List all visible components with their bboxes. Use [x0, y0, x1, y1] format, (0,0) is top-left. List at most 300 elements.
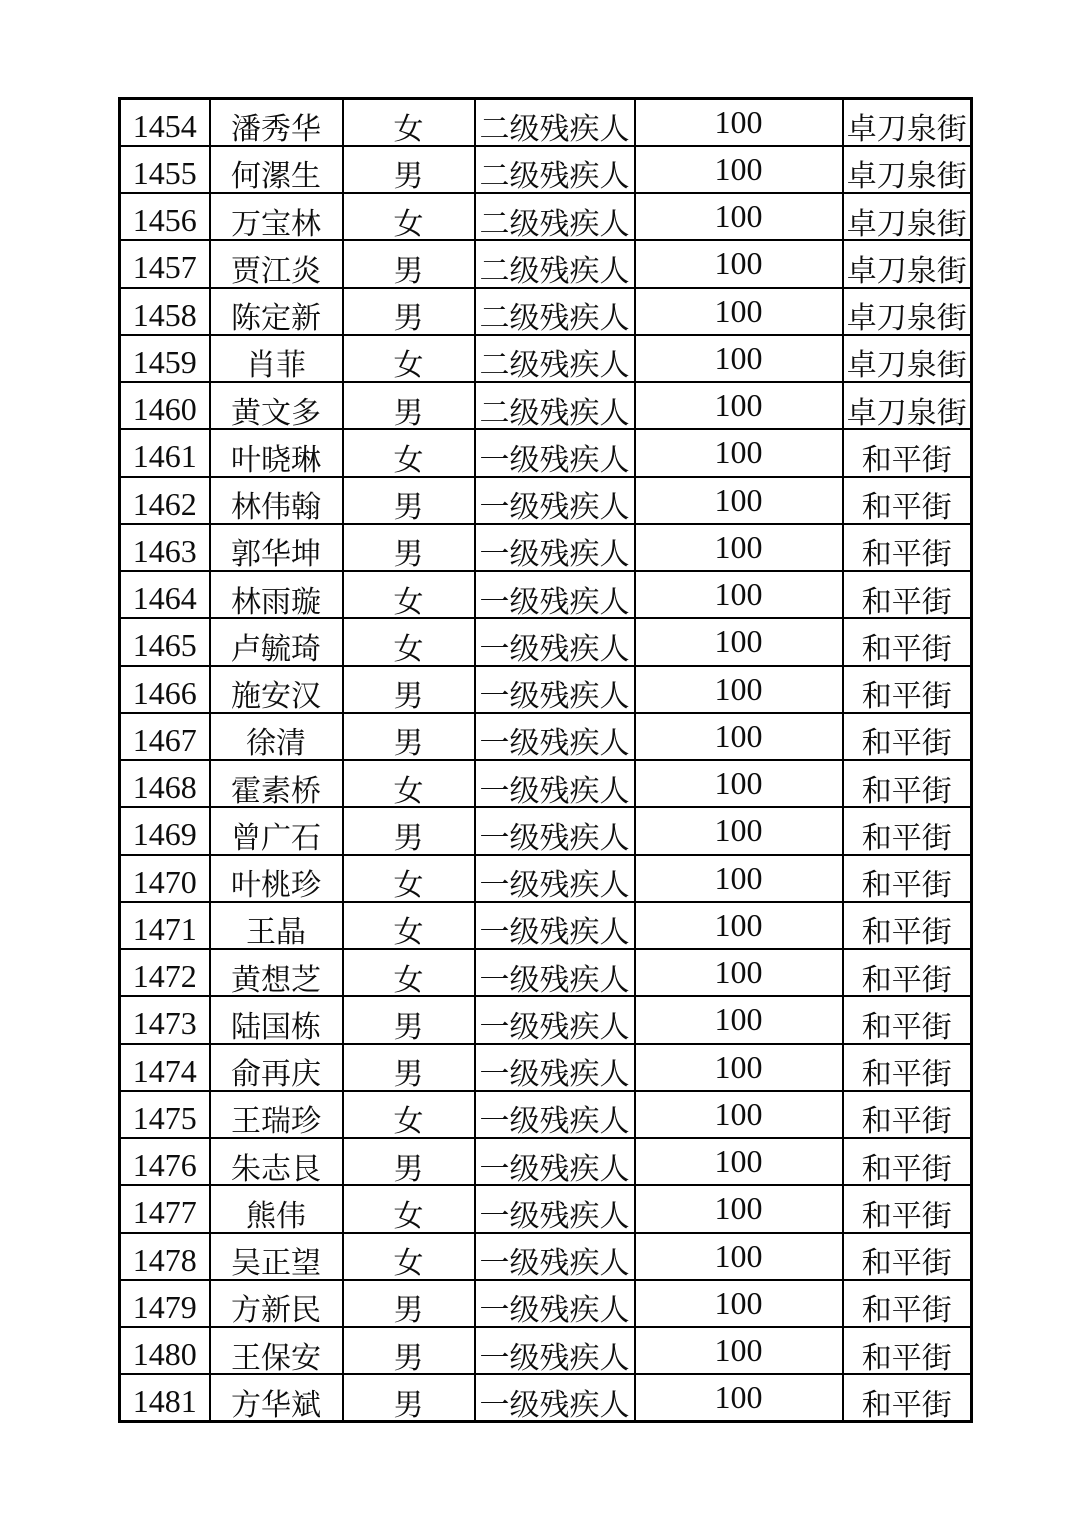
street-text: 和平街: [861, 916, 952, 949]
gender-text: 女: [393, 774, 424, 808]
name-text: 郭华坤: [231, 538, 321, 571]
category-text: 二级残疾人: [479, 160, 630, 193]
category-text: 一级残疾人: [479, 727, 630, 760]
table-row: [120, 807, 972, 854]
gender-text: 男: [393, 254, 424, 288]
gender-text: 男: [393, 1152, 424, 1186]
category-cell: [475, 996, 635, 1043]
table-row: [120, 99, 972, 146]
name-text: 黄想芝: [231, 963, 321, 997]
street-text: 和平街: [861, 1010, 952, 1044]
street-text: 卓刀泉街: [846, 302, 967, 335]
serial-cell: [120, 1091, 210, 1138]
gender-text: 女: [393, 1199, 424, 1233]
gender-cell: [343, 429, 475, 476]
gender-cell: [343, 807, 475, 854]
serial-cell: [120, 99, 210, 146]
gender-text: 女: [393, 1105, 424, 1138]
amount-cell: [635, 335, 843, 382]
gender-cell: [343, 382, 475, 429]
gender-text: 男: [393, 302, 424, 335]
name-text: 俞再庆: [231, 1058, 321, 1091]
gender-cell: [343, 1327, 475, 1374]
name-text: 霍素桥: [231, 774, 321, 808]
street-cell: [843, 666, 972, 713]
amount-text: 100: [714, 623, 763, 660]
street-cell: [843, 1185, 972, 1232]
gender-cell: [343, 1374, 475, 1421]
gender-cell: [343, 1091, 475, 1138]
street-text: 和平街: [861, 1105, 952, 1138]
name-cell: [210, 902, 343, 949]
gender-text: 男: [393, 821, 424, 855]
name-cell: [210, 949, 343, 996]
street-cell: [843, 146, 972, 193]
amount-text: 100: [714, 1190, 763, 1227]
amount-cell: [635, 1185, 843, 1232]
serial-cell: [120, 949, 210, 996]
gender-text: 女: [393, 869, 424, 902]
gender-text: 男: [393, 680, 424, 713]
amount-text: 100: [714, 1048, 763, 1085]
amount-text: 100: [714, 198, 763, 235]
street-text: 和平街: [861, 727, 952, 760]
category-text: 一级残疾人: [479, 916, 630, 949]
street-text: 和平街: [861, 443, 952, 477]
table-row: [120, 760, 972, 807]
amount-text: 100: [714, 1237, 763, 1274]
category-text: 一级残疾人: [479, 869, 630, 902]
table-row: [120, 429, 972, 476]
table-row: [120, 477, 972, 524]
amount-text: 100: [714, 1095, 763, 1132]
name-cell: [210, 240, 343, 287]
name-text: 陆国栋: [231, 1010, 321, 1044]
category-text: 一级残疾人: [479, 1341, 630, 1375]
name-cell: [210, 477, 343, 524]
amount-text: 100: [714, 339, 763, 376]
amount-text: 100: [714, 717, 763, 754]
gender-text: 女: [393, 349, 424, 382]
category-text: 一级残疾人: [479, 1152, 630, 1186]
gender-text: 女: [393, 443, 424, 477]
street-cell: [843, 1374, 972, 1421]
name-text: 叶桃珍: [231, 869, 321, 902]
amount-text: 100: [714, 906, 763, 943]
gender-text: 女: [393, 113, 424, 146]
name-cell: [210, 193, 343, 240]
street-cell: [843, 193, 972, 240]
amount-cell: [635, 146, 843, 193]
category-cell: [475, 1327, 635, 1374]
table-row: [120, 1044, 972, 1091]
gender-text: 男: [393, 491, 424, 524]
category-text: 一级残疾人: [479, 491, 630, 524]
serial-text: 1474: [132, 1052, 197, 1089]
street-text: 和平街: [861, 821, 952, 855]
street-text: 和平街: [861, 632, 952, 666]
table-row: [120, 1374, 972, 1421]
name-cell: [210, 666, 343, 713]
gender-cell: [343, 713, 475, 760]
category-cell: [475, 99, 635, 146]
serial-text: 1475: [132, 1099, 197, 1136]
table-row: [120, 1327, 972, 1374]
table-row: [120, 382, 972, 429]
category-text: 二级残疾人: [479, 396, 630, 430]
category-cell: [475, 429, 635, 476]
category-cell: [475, 855, 635, 902]
serial-text: 1459: [132, 343, 197, 380]
category-text: 一级残疾人: [479, 585, 630, 619]
street-cell: [843, 429, 972, 476]
street-cell: [843, 855, 972, 902]
amount-cell: [635, 713, 843, 760]
amount-cell: [635, 571, 843, 618]
category-cell: [475, 1280, 635, 1327]
category-text: 一级残疾人: [479, 1105, 630, 1138]
category-text: 二级残疾人: [479, 207, 630, 241]
amount-text: 100: [714, 150, 763, 187]
serial-cell: [120, 1044, 210, 1091]
serial-cell: [120, 855, 210, 902]
street-text: 卓刀泉街: [846, 160, 967, 193]
amount-cell: [635, 1138, 843, 1185]
category-cell: [475, 1091, 635, 1138]
name-text: 贾江炎: [231, 254, 321, 288]
table-row: [120, 524, 972, 571]
amount-cell: [635, 99, 843, 146]
gender-text: 男: [393, 160, 424, 193]
gender-text: 男: [393, 1341, 424, 1375]
serial-cell: [120, 618, 210, 665]
table-row: [120, 571, 972, 618]
serial-cell: [120, 996, 210, 1043]
serial-cell: [120, 1185, 210, 1232]
street-cell: [843, 902, 972, 949]
category-cell: [475, 240, 635, 287]
serial-text: 1466: [132, 674, 197, 711]
street-text: 和平街: [861, 1199, 952, 1233]
table-row: [120, 193, 972, 240]
street-text: 卓刀泉街: [846, 113, 967, 146]
amount-cell: [635, 1233, 843, 1280]
table-row: [120, 146, 972, 193]
gender-text: 男: [393, 1294, 424, 1327]
amount-text: 100: [714, 1332, 763, 1369]
name-text: 方华斌: [231, 1388, 321, 1422]
amount-cell: [635, 429, 843, 476]
table-row: [120, 902, 972, 949]
serial-text: 1464: [132, 580, 197, 617]
name-cell: [210, 524, 343, 571]
serial-text: 1481: [132, 1383, 197, 1420]
name-cell: [210, 1327, 343, 1374]
name-cell: [210, 146, 343, 193]
serial-cell: [120, 240, 210, 287]
serial-text: 1469: [132, 816, 197, 853]
amount-cell: [635, 1044, 843, 1091]
gender-cell: [343, 949, 475, 996]
amount-text: 100: [714, 292, 763, 329]
street-cell: [843, 1044, 972, 1091]
category-cell: [475, 1233, 635, 1280]
amount-text: 100: [714, 387, 763, 424]
name-text: 熊伟: [246, 1199, 306, 1233]
amount-cell: [635, 618, 843, 665]
street-text: 和平街: [861, 1388, 952, 1422]
category-cell: [475, 1138, 635, 1185]
street-text: 和平街: [861, 1058, 952, 1091]
gender-cell: [343, 618, 475, 665]
gender-cell: [343, 146, 475, 193]
gender-cell: [343, 666, 475, 713]
serial-text: 1462: [132, 485, 197, 522]
category-text: 二级残疾人: [479, 113, 630, 146]
amount-cell: [635, 1327, 843, 1374]
street-text: 卓刀泉街: [846, 396, 967, 430]
name-cell: [210, 99, 343, 146]
street-cell: [843, 524, 972, 571]
serial-text: 1455: [132, 154, 197, 191]
serial-cell: [120, 1374, 210, 1421]
category-cell: [475, 146, 635, 193]
category-text: 一级残疾人: [479, 1010, 630, 1044]
name-cell: [210, 855, 343, 902]
street-cell: [843, 949, 972, 996]
serial-cell: [120, 1233, 210, 1280]
serial-text: 1468: [132, 769, 197, 806]
name-cell: [210, 996, 343, 1043]
serial-text: 1476: [132, 1147, 197, 1184]
category-text: 二级残疾人: [479, 302, 630, 335]
street-text: 和平街: [861, 1341, 952, 1375]
name-cell: [210, 1233, 343, 1280]
table-row: [120, 996, 972, 1043]
category-cell: [475, 477, 635, 524]
serial-cell: [120, 382, 210, 429]
table-row: [120, 666, 972, 713]
street-text: 和平街: [861, 491, 952, 524]
gender-text: 男: [393, 1058, 424, 1091]
serial-text: 1479: [132, 1288, 197, 1325]
name-text: 林伟翰: [231, 491, 321, 524]
name-text: 徐清: [246, 727, 306, 760]
table-row: [120, 240, 972, 287]
gender-text: 女: [393, 1247, 424, 1280]
street-cell: [843, 1233, 972, 1280]
serial-cell: [120, 571, 210, 618]
category-text: 一级残疾人: [479, 632, 630, 666]
table-row: [120, 1185, 972, 1232]
category-cell: [475, 618, 635, 665]
gender-cell: [343, 335, 475, 382]
category-cell: [475, 193, 635, 240]
amount-text: 100: [714, 954, 763, 991]
name-text: 王晶: [246, 916, 306, 949]
category-cell: [475, 666, 635, 713]
serial-cell: [120, 1138, 210, 1185]
gender-cell: [343, 240, 475, 287]
street-cell: [843, 713, 972, 760]
gender-cell: [343, 1185, 475, 1232]
amount-cell: [635, 1280, 843, 1327]
street-text: 和平街: [861, 774, 952, 808]
category-cell: [475, 335, 635, 382]
category-cell: [475, 902, 635, 949]
table-row: [120, 335, 972, 382]
name-text: 王保安: [231, 1341, 321, 1375]
serial-text: 1477: [132, 1194, 197, 1231]
name-text: 施安汉: [231, 680, 321, 713]
name-text: 肖菲: [246, 349, 306, 382]
name-text: 朱志艮: [231, 1152, 321, 1186]
serial-cell: [120, 524, 210, 571]
table-row: [120, 713, 972, 760]
street-text: 和平街: [861, 1152, 952, 1186]
category-text: 一级残疾人: [479, 1199, 630, 1233]
gender-text: 男: [393, 538, 424, 571]
serial-text: 1465: [132, 627, 197, 664]
amount-text: 100: [714, 245, 763, 282]
street-cell: [843, 807, 972, 854]
category-cell: [475, 807, 635, 854]
street-cell: [843, 1327, 972, 1374]
category-text: 一级残疾人: [479, 963, 630, 997]
street-text: 和平街: [861, 1294, 952, 1327]
serial-text: 1472: [132, 958, 197, 995]
name-cell: [210, 807, 343, 854]
amount-text: 100: [714, 765, 763, 802]
serial-text: 1480: [132, 1336, 197, 1373]
gender-cell: [343, 855, 475, 902]
gender-cell: [343, 1044, 475, 1091]
gender-cell: [343, 760, 475, 807]
serial-cell: [120, 1280, 210, 1327]
name-text: 何漯生: [231, 160, 321, 193]
amount-cell: [635, 240, 843, 287]
table-row: [120, 288, 972, 335]
gender-text: 女: [393, 585, 424, 619]
street-cell: [843, 477, 972, 524]
serial-text: 1473: [132, 1005, 197, 1042]
amount-cell: [635, 193, 843, 240]
amount-cell: [635, 949, 843, 996]
table-row: [120, 1233, 972, 1280]
category-text: 一级残疾人: [479, 680, 630, 713]
street-text: 卓刀泉街: [846, 254, 967, 288]
category-cell: [475, 1044, 635, 1091]
name-text: 万宝林: [231, 207, 321, 241]
gender-cell: [343, 996, 475, 1043]
category-text: 一级残疾人: [479, 443, 630, 477]
category-text: 一级残疾人: [479, 1058, 630, 1091]
gender-text: 女: [393, 963, 424, 997]
category-text: 一级残疾人: [479, 1247, 630, 1280]
name-text: 卢毓琦: [231, 632, 321, 666]
serial-text: 1454: [132, 107, 197, 144]
amount-cell: [635, 477, 843, 524]
serial-text: 1457: [132, 249, 197, 286]
street-text: 和平街: [861, 680, 952, 713]
name-cell: [210, 571, 343, 618]
category-cell: [475, 524, 635, 571]
name-cell: [210, 382, 343, 429]
amount-text: 100: [714, 1284, 763, 1321]
category-text: 一级残疾人: [479, 538, 630, 571]
name-text: 王瑞珍: [231, 1105, 321, 1138]
amount-text: 100: [714, 576, 763, 613]
serial-cell: [120, 807, 210, 854]
street-cell: [843, 335, 972, 382]
street-cell: [843, 99, 972, 146]
street-cell: [843, 618, 972, 665]
name-cell: [210, 1044, 343, 1091]
name-text: 吴正望: [231, 1247, 321, 1280]
name-text: 曾广石: [231, 821, 321, 855]
name-cell: [210, 1374, 343, 1421]
serial-cell: [120, 902, 210, 949]
amount-cell: [635, 760, 843, 807]
serial-cell: [120, 146, 210, 193]
category-text: 二级残疾人: [479, 349, 630, 382]
gender-text: 男: [393, 1388, 424, 1422]
gender-cell: [343, 477, 475, 524]
serial-text: 1478: [132, 1241, 197, 1278]
category-cell: [475, 949, 635, 996]
gender-cell: [343, 571, 475, 618]
name-cell: [210, 1091, 343, 1138]
amount-text: 100: [714, 812, 763, 849]
gender-cell: [343, 1138, 475, 1185]
category-cell: [475, 1374, 635, 1421]
amount-text: 100: [714, 434, 763, 471]
serial-text: 1460: [132, 391, 197, 428]
street-cell: [843, 1138, 972, 1185]
name-cell: [210, 618, 343, 665]
category-text: 二级残疾人: [479, 254, 630, 288]
gender-cell: [343, 524, 475, 571]
gender-cell: [343, 288, 475, 335]
category-cell: [475, 713, 635, 760]
serial-cell: [120, 477, 210, 524]
amount-cell: [635, 902, 843, 949]
name-cell: [210, 288, 343, 335]
street-cell: [843, 760, 972, 807]
street-text: 和平街: [861, 869, 952, 902]
street-cell: [843, 571, 972, 618]
serial-text: 1461: [132, 438, 197, 475]
serial-text: 1456: [132, 202, 197, 239]
serial-text: 1463: [132, 532, 197, 569]
category-text: 一级残疾人: [479, 1294, 630, 1327]
street-cell: [843, 288, 972, 335]
gender-text: 男: [393, 1010, 424, 1044]
gender-text: 女: [393, 207, 424, 241]
street-text: 和平街: [861, 538, 952, 571]
amount-cell: [635, 382, 843, 429]
street-cell: [843, 1280, 972, 1327]
serial-text: 1458: [132, 296, 197, 333]
category-cell: [475, 382, 635, 429]
serial-cell: [120, 193, 210, 240]
category-cell: [475, 760, 635, 807]
street-cell: [843, 1091, 972, 1138]
serial-cell: [120, 288, 210, 335]
street-cell: [843, 382, 972, 429]
street-cell: [843, 240, 972, 287]
serial-cell: [120, 1327, 210, 1374]
